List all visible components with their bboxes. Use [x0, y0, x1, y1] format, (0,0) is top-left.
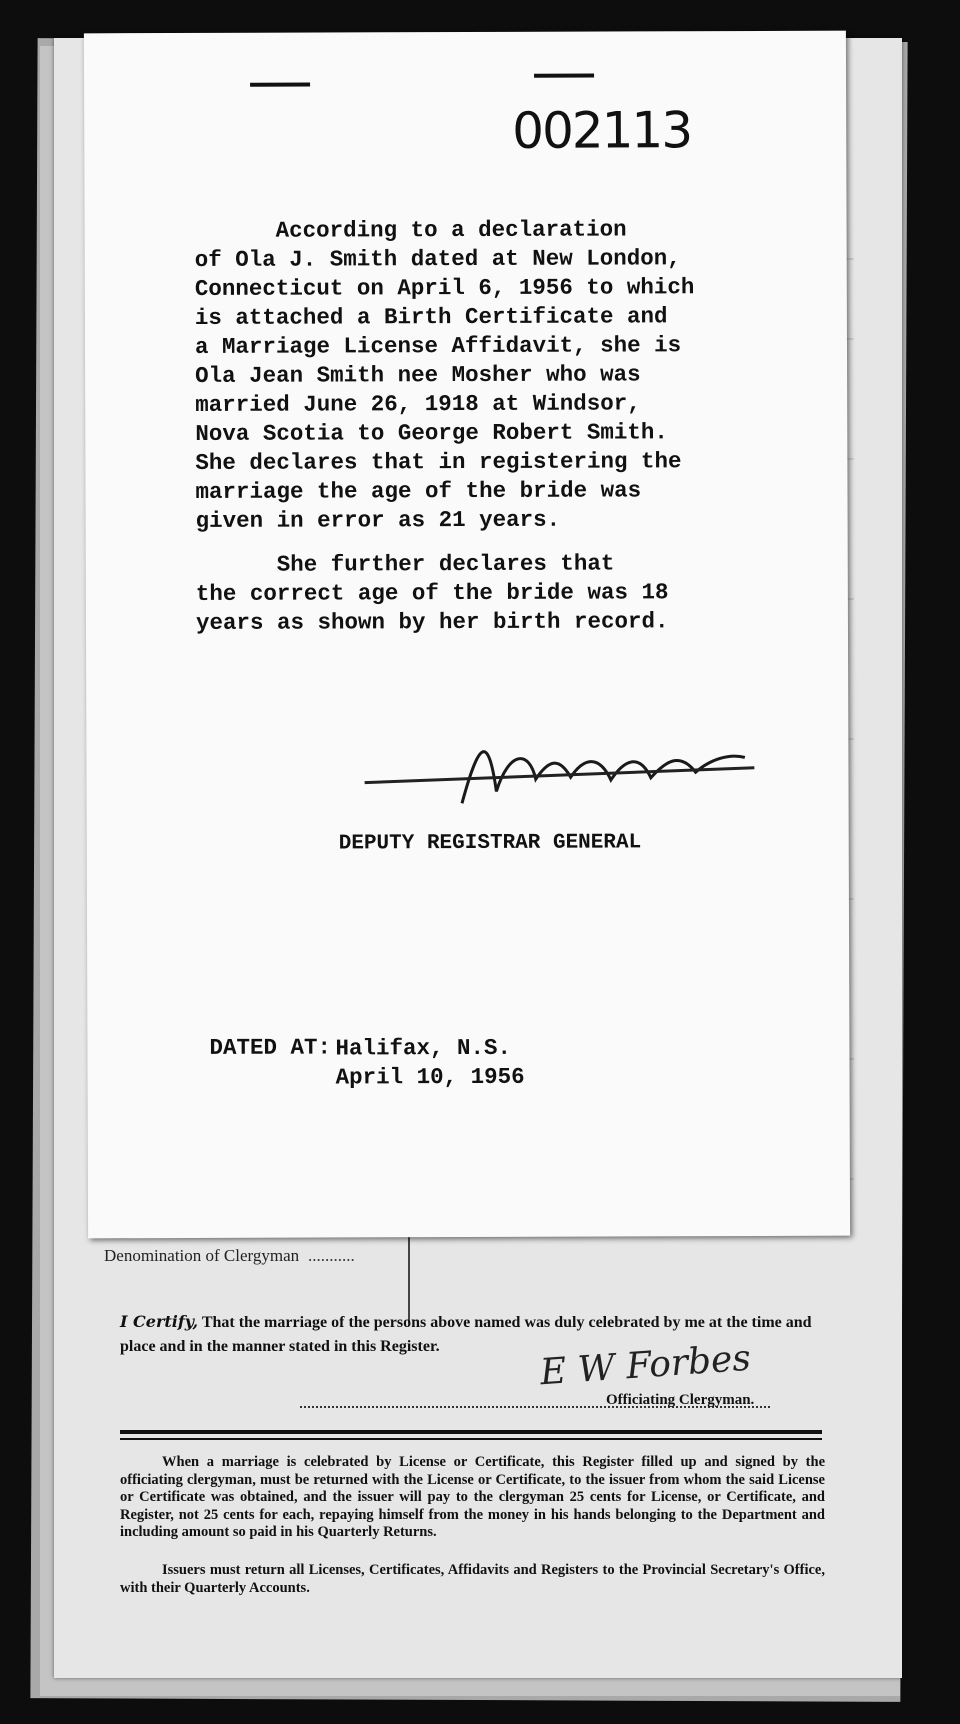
dated-place-and-date: Halifax, N.S. April 10, 1956 — [335, 1034, 525, 1091]
registrar-title-text: DEPUTY REGISTRAR GENERAL — [338, 831, 642, 856]
issuers-note: Issuers must return all Licenses, Certificates, Affidavits and Registers to the Provincial Secretary's Office, with their Quarterly Accounts. — [120, 1562, 825, 1596]
correction-slip — [84, 31, 850, 1239]
denomination-dots: ........... — [308, 1246, 355, 1265]
certify-text: That the marriage of the persons above named was duly celebrated by me at the time and place and in the manner stated in this Register. — [120, 1314, 812, 1355]
thick-rule — [120, 1430, 822, 1434]
reference-number: 002113 — [512, 101, 692, 160]
thin-rule — [120, 1438, 822, 1440]
clergyman-label: Officiating Clergyman. — [606, 1392, 755, 1408]
declaration-paragraph: According to a declaration of Ola J. Smith dated at New London, Connecticut on April 6, 1956 to which is attached a Birth Certificate and a Marriage License Affidavit, she is Ola Jean Smith nee Mosher who was married June 26, 1918 at Windsor, Nova Scotia to George Robert Smith. She declares that in registering the marriage the age of the bride was given in error as 21 years. — [194, 216, 695, 534]
denomination-label: Denomination of Clergyman — [104, 1246, 300, 1265]
register-instructions: When a marriage is celebrated by License or Certificate, this Register filled up and signed by the officiating clergyman, must be returned with the License or Certificate, to the issuer from whom the said License or Certificate was obtained, and the issuer will pay to the clergyman 25 cents for License, or Certificate, and Register, not 25 cents for each, repaying himself from the money in his hands belonging to the Department and including amount so paid in his Quarterly Returns. — [120, 1454, 825, 1540]
registrar-signature-scrawl — [448, 717, 752, 814]
slip-dash — [250, 83, 310, 87]
dated-at-label: DATED AT: — [209, 1034, 332, 1061]
denomination-row — [90, 1228, 890, 1318]
slip-dash — [534, 74, 594, 78]
column-divider — [408, 1228, 410, 1323]
certify-prefix: I Certify, — [120, 1312, 199, 1331]
further-declaration-paragraph: She further declares that the correct age of the bride was 18 years as shown by her birth record. — [195, 550, 669, 636]
registrar-title — [339, 831, 642, 855]
clergyman-signature: E W Forbes — [538, 1337, 753, 1394]
